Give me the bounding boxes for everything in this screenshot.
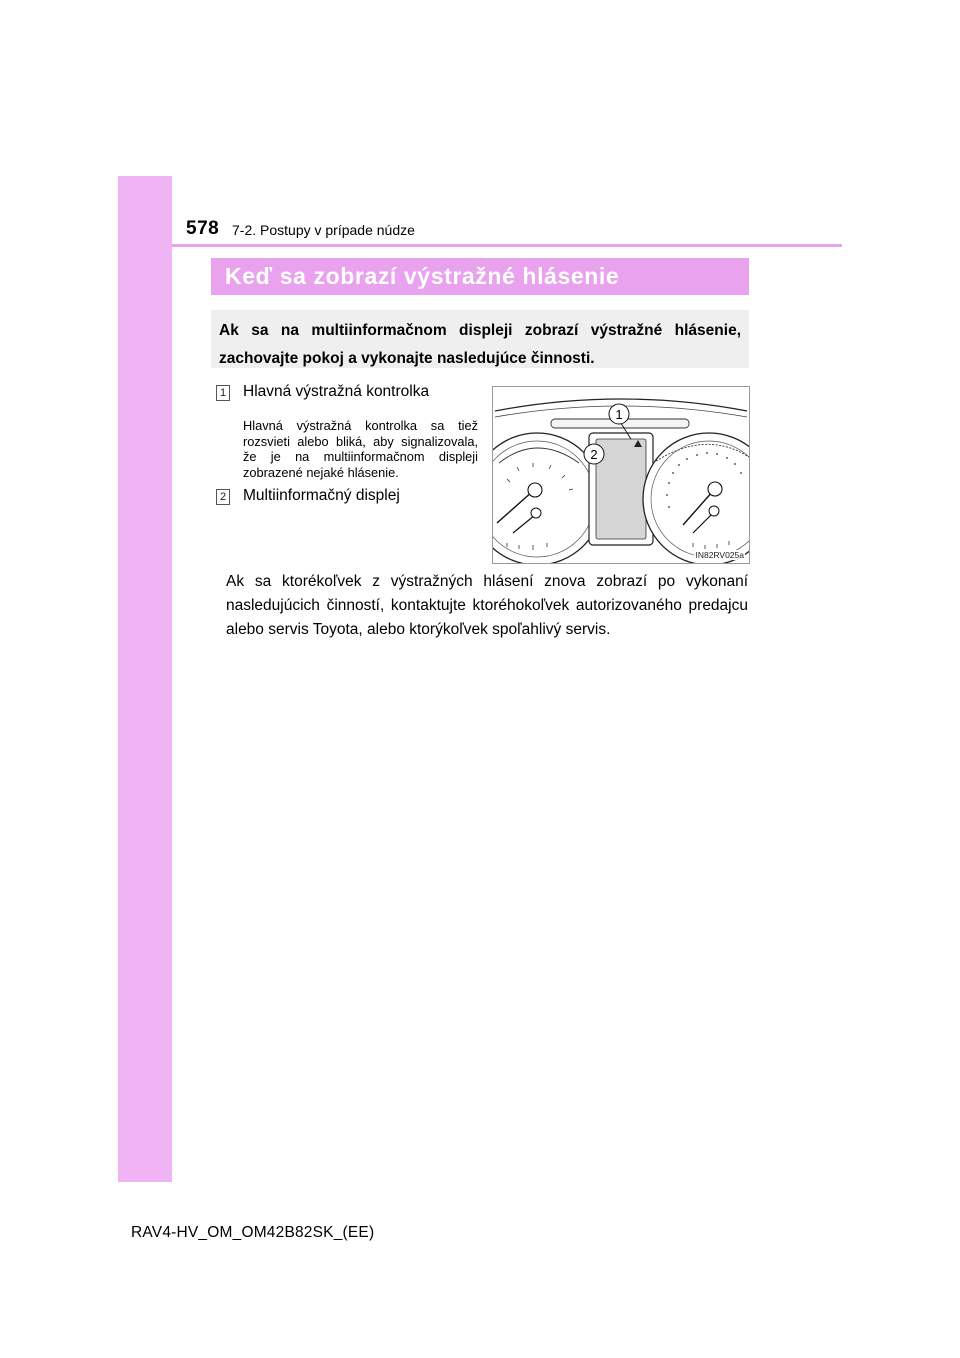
callout-2-number: 2 [590,447,598,462]
instrument-cluster-illustration [493,387,749,563]
footer-document-id: RAV4-HV_OM_OM42B82SK_(EE) [131,1224,375,1241]
figure-code: IN82RV025a [695,550,744,560]
item-number-badge: 2 [216,489,230,505]
item-description: Hlavná výstražná kontrolka sa tiež rozsvieti alebo bliká, aby signalizovala, že je na multiinformačnom displeji zobrazené nejaké hlásenie. [243,418,478,480]
body-paragraph: Ak sa ktorékoľvek z výstražných hlásení znova zobrazí po vykonaní nasledujúcich činností, kontaktujte ktoréhokoľvek autorizovaného predajcu alebo servis Toyota, alebo ktorýkoľvek spoľahlivý servis. [226,573,748,638]
left-gauge-hub [528,483,542,497]
section-title: 7-2. Postupy v prípade núdze [232,222,415,238]
item-label: Hlavná výstražná kontrolka [243,383,430,400]
item-number-badge: 1 [216,385,230,401]
item-label: Multiinformačný displej [243,487,400,504]
side-tab-band [118,176,172,1182]
right-gauge-bezel [643,433,749,563]
heading-title: Keď sa zobrazí výstražné hlásenie [225,263,620,289]
right-gauge-hub [708,482,722,496]
right-gauge-hub-small [709,506,719,516]
intro-box: Ak sa na multiinformačnom displeji zobrazí výstražné hlásenie, zachovajte pokoj a vykonajte nasledujúce činnosti. [211,310,749,368]
left-gauge-hub-small [531,508,541,518]
header-rule [172,244,842,247]
heading-banner [211,258,749,295]
callout-1-number: 1 [615,407,623,422]
page-number: 578 [186,218,220,239]
instrument-cluster-figure [492,386,750,564]
